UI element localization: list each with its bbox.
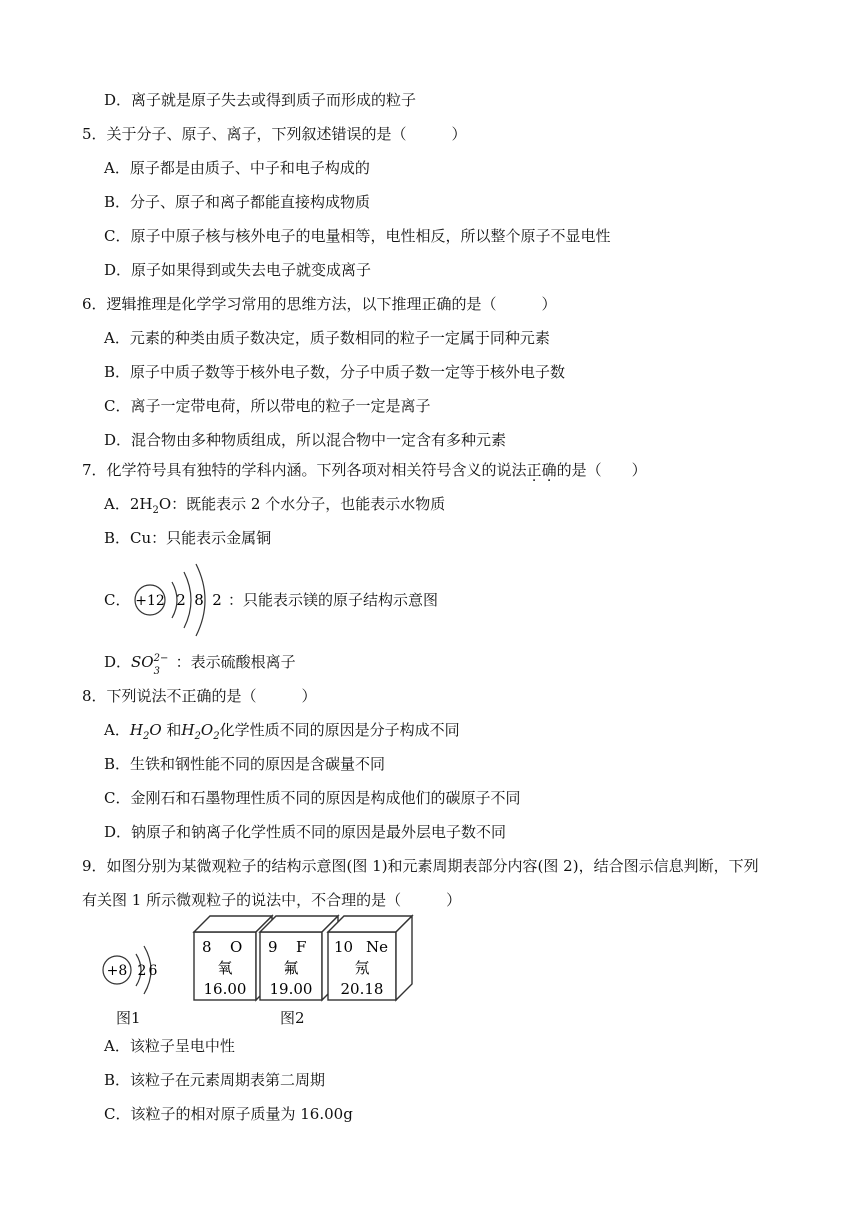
periodic-cell-neon [328,916,412,1000]
q8-option-a [104,720,460,747]
q6-option-b: B．原子中质子数等于核外电子数，分子中质子数一定等于核外电子数 [104,363,566,381]
cell-o-name: 氧 [217,959,233,977]
q7-d-formula: SO [131,653,154,671]
q7-option-a [104,494,445,521]
q9-option-a: A．该粒子呈电中性 [104,1037,235,1055]
q5-option-c: C．原子中原子核与核外电子的电量相等，电性相反，所以整个原子不显电性 [104,227,611,245]
q8-a-and: 和 [161,721,182,739]
cell-f-symbol: F [296,938,307,956]
q5-option-b: B．分子、原子和离子都能直接构成物质 [104,193,371,211]
q7-d-subscript: 3 [153,666,160,677]
q5-option-d: D．原子如果得到或失去电子就变成离子 [104,261,372,279]
q9-fig2-periodic-table [190,912,420,1006]
q7-d-label: D． [104,653,132,671]
q9-option-b: B．该粒子在元素周期表第二周期 [104,1071,326,1089]
q8-stem: 8．下列说法不正确的是（ ） [82,687,317,705]
cell-ne-name: 氖 [354,959,370,977]
q9-stem-line2: 有关图 1 所示微观粒子的说法中，不合理的是（ ） [82,891,462,909]
q8-option-b: B．生铁和钢性能不同的原因是含碳量不同 [104,755,386,773]
q8-a-formula1-o: O [149,721,162,739]
shell-electrons-1: 2 [176,591,186,609]
q5-stem: 5．关于分子、原子、离子，下列叙述错误的是（ ） [82,125,467,143]
q8-option-c: C．金刚石和石墨物理性质不同的原因是构成他们的碳原子不同 [104,789,521,807]
cell-f-number: 9 [268,938,278,956]
shell-electrons-2: 8 [194,591,204,609]
q9-stem-line1: 9．如图分别为某微观粒子的结构示意图(图 1)和元素周期表部分内容(图 2)，结合图示信息判断，下列 [82,857,759,875]
q8-a-formula1-sub: 2 [142,731,150,742]
nucleus-charge: +12 [135,593,165,609]
q4-option-d: D．离子就是原子失去或得到质子而形成的粒子 [104,91,417,109]
q7-d-scripts [153,653,176,677]
q7-stem-part2: 的是（ ） [556,461,647,479]
q7-d-text: ：表示硫酸根离子 [175,653,296,671]
cell-ne-number: 10 [334,938,354,956]
q6-stem: 6．逻辑推理是化学学习常用的思维方法，以下推理正确的是（ ） [82,295,557,313]
q6-option-d: D．混合物由多种物质组成，所以混合物中一定含有多种元素 [104,431,507,449]
q9-fig1-caption: 图1 [116,1009,141,1027]
shell-electrons-3: 2 [212,591,222,609]
q8-a-text: 化学性质不同的原因是分子构成不同 [219,721,460,739]
q7-option-c-text: ：只能表示镁的原子结构示意图 [228,591,439,609]
q7-option-c-label: C． [104,591,131,609]
q8-a-label: A． [104,721,130,739]
q7-a-text: O：既能表示 2 个水分子，也能表示水物质 [158,495,446,513]
q8-a-formula2-sub1: 2 [194,731,201,742]
periodic-cell-fluorine [260,916,338,1000]
q8-option-d: D．钠原子和钠离子化学性质不同的原因是最外层电子数不同 [104,823,507,841]
q8-a-formula2-o: O [200,721,214,739]
fig1-shell-electrons-2: 6 [148,963,158,979]
q7-a-formula: A．2H [104,495,153,513]
cell-ne-mass: 20.18 [340,980,384,998]
cell-f-mass: 19.00 [269,980,313,998]
q8-a-formula2-sub2: 2 [213,731,220,742]
q7-stem [82,460,647,480]
q7-option-b: B．Cu：只能表示金属铜 [104,529,272,547]
q7-a-subscript: 2 [152,505,159,516]
cell-o-symbol: O [230,938,243,956]
cell-o-number: 8 [202,938,212,956]
q6-option-a: A．元素的种类由质子数决定，质子数相同的粒子一定属于同种元素 [104,329,550,347]
cell-o-mass: 16.00 [203,980,247,998]
q7-option-d [104,652,296,677]
q9-fig2-caption: 图2 [280,1009,305,1027]
q9-option-c: C．该粒子的相对原子质量为 16.00g [104,1105,353,1123]
q7-emphasis-1: 正 [526,461,542,479]
cell-f-name: 氟 [283,959,299,977]
q7-emphasis-2: 确 [541,461,557,479]
q8-a-formula2-h: H [181,721,195,739]
fig1-nucleus-charge: +8 [106,963,128,979]
q6-option-c: C．离子一定带电荷，所以带电的粒子一定是离子 [104,397,431,415]
q7-mg-atom-diagram [128,560,228,640]
q5-option-a: A．原子都是由质子、中子和电子构成的 [104,159,370,177]
fig1-shell-electrons-1: 2 [137,963,147,979]
q7-d-charge: 2− [153,653,169,664]
cell-ne-symbol: Ne [366,938,389,956]
q7-stem-part1: 7．化学符号具有独特的学科内涵。下列各项对相关符号含义的说法 [82,461,527,479]
q8-a-formula1-h: H [129,721,143,739]
q9-fig1-oxygen-atom [100,938,170,1002]
